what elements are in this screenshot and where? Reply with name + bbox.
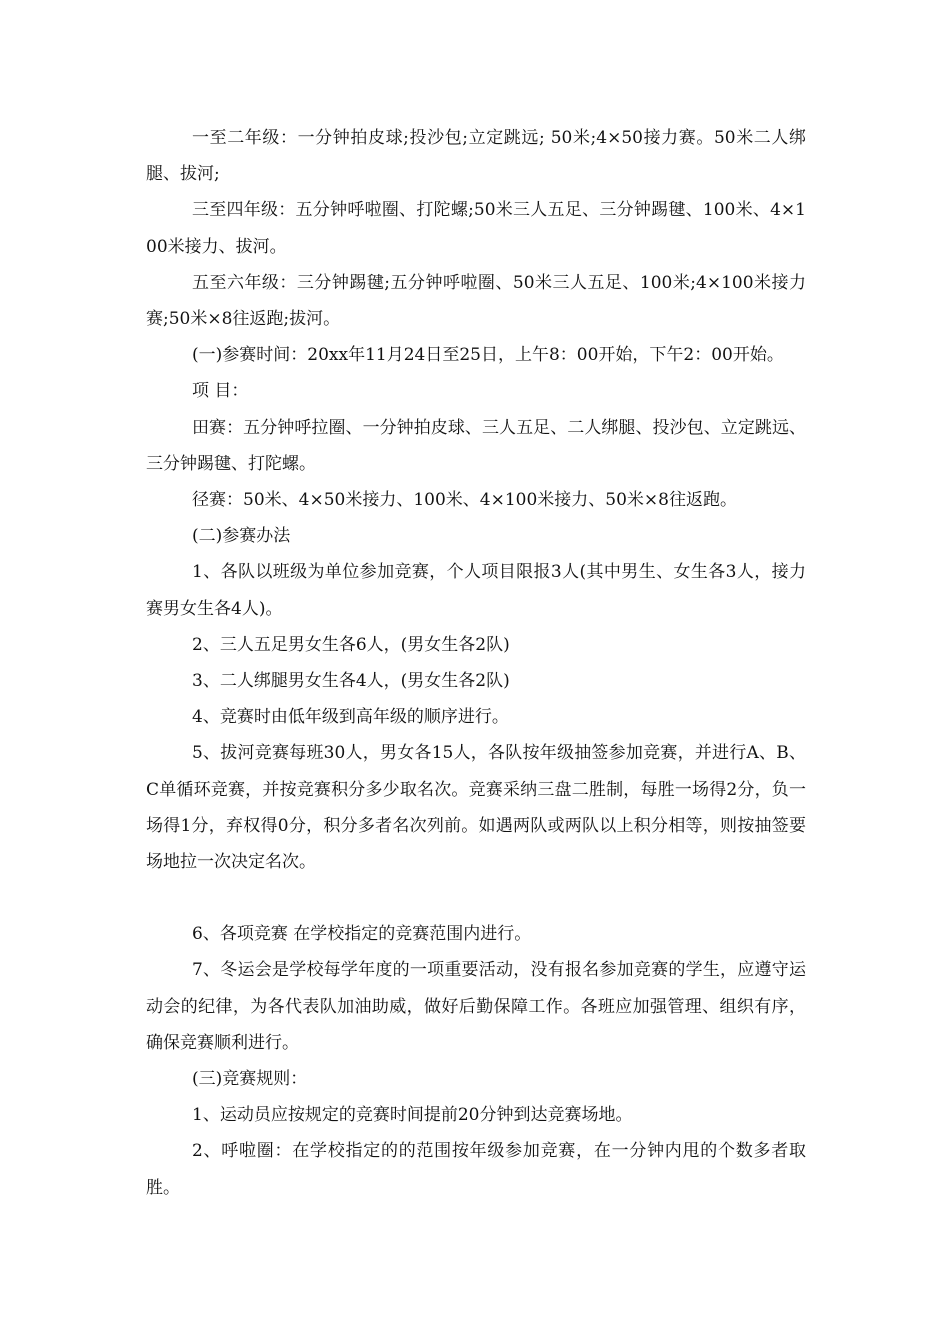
paragraph-competition-time: (一)参赛时间：20xx年11月24日至25日，上午8：00开始，下午2：00开始。 bbox=[192, 345, 784, 366]
document-body bbox=[146, 120, 806, 1206]
rule-item-5: 5、拔河竞赛每班30人，男女各15人，各队按年级抽签参加竞赛，并进行A、B、C单循环竞赛，并按竞赛积分多少取名次。竞赛采纳三盘二胜制，每胜一场得2分，负一场得1分，弃权得0分，积分多者名次列前。如遇两队或两队以上积分相等，则按抽签要场地拉一次决定名次。 bbox=[146, 743, 806, 873]
rule-item-1: 1、各队以班级为单位参加竞赛，个人项目限报3人(其中男生、女生各3人，接力赛男女生各4人)。 bbox=[146, 562, 806, 619]
competition-rule-1: 1、运动员应按规定的竞赛时间提前20分钟到达竞赛场地。 bbox=[192, 1105, 633, 1126]
section-heading-competition-rules: (三)竞赛规则： bbox=[192, 1069, 308, 1090]
paragraph-grade-1-2-events: 一至二年级：一分钟拍皮球;投沙包;立定跳远; 50米;4×50接力赛。50米二人绑腿、拔河; bbox=[146, 128, 806, 185]
competition-rule-2: 2、呼啦圈：在学校指定的的范围按年级参加竞赛，在一分钟内甩的个数多者取胜。 bbox=[146, 1141, 806, 1198]
paragraph-grade-5-6-events: 五至六年级：三分钟踢毽;五分钟呼啦圈、50米三人五足、100米;4×100米接力赛;50米×8往返跑;拔河。 bbox=[146, 272, 806, 330]
paragraph-items-heading: 项 目： bbox=[192, 381, 249, 402]
paragraph-grade-3-4-events: 三至四年级：五分钟呼啦圈、打陀螺;50米三人五足、三分钟踢毽、100米、4×100米接力、拔河。 bbox=[146, 200, 806, 257]
rule-item-6: 6、各项竞赛 在学校指定的竞赛范围内进行。 bbox=[192, 924, 532, 945]
rule-item-4: 4、竞赛时由低年级到高年级的顺序进行。 bbox=[192, 707, 509, 728]
rule-item-2: 2、三人五足男女生各6人，(男女生各2队) bbox=[192, 634, 510, 655]
rule-item-3: 3、二人绑腿男女生各4人，(男女生各2队) bbox=[192, 671, 510, 692]
rule-item-7: 7、冬运会是学校每学年度的一项重要活动，没有报名参加竞赛的学生，应遵守运动会的纪律，为各代表队加油助威，做好后勤保障工作。各班应加强管理、组织有序，确保竞赛顺利进行。 bbox=[146, 960, 806, 1053]
section-heading-participation: (二)参赛办法 bbox=[192, 526, 291, 547]
paragraph-field-events: 田赛：五分钟呼拉圈、一分钟拍皮球、三人五足、二人绑腿、投沙包、立定跳远、三分钟踢毽、打陀螺。 bbox=[146, 417, 806, 474]
paragraph-track-events: 径赛：50米、4×50米接力、100米、4×100米接力、50米×8往返跑。 bbox=[192, 490, 737, 511]
